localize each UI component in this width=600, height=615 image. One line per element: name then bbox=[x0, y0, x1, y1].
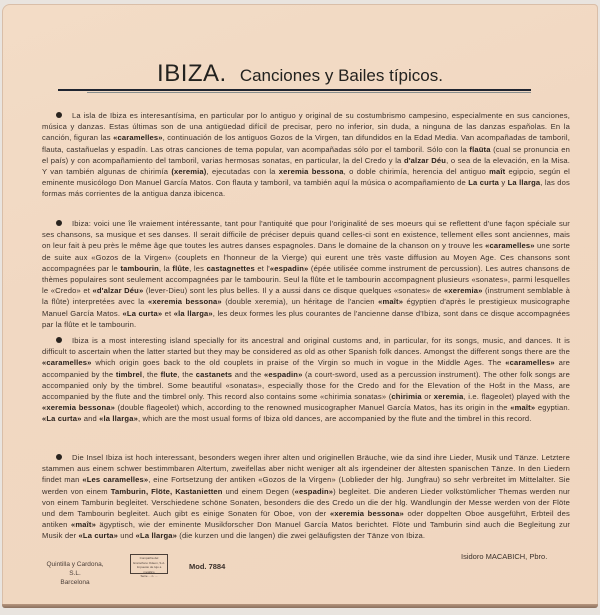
emphasis-term: tambourin bbox=[120, 263, 159, 273]
emphasis-term: «espadin» bbox=[263, 369, 303, 379]
emphasis-term: xeremia bessona bbox=[278, 167, 344, 177]
emphasis-term: «la llarga» bbox=[173, 308, 213, 318]
emphasis-term: «caramelles» bbox=[42, 358, 92, 368]
emphasis-term: «espadin» bbox=[294, 486, 334, 496]
publisher bbox=[40, 560, 110, 587]
page-title bbox=[2, 60, 598, 88]
bullet-icon bbox=[56, 112, 62, 118]
stamp-line: Gramófono Odeon, S.A. bbox=[132, 560, 166, 565]
emphasis-term: d'alzar Déu bbox=[403, 155, 447, 165]
emphasis-term: «La curta» bbox=[42, 414, 82, 424]
stamp-line: Compañía del bbox=[139, 556, 159, 560]
emphasis-term: «la llarga» bbox=[99, 414, 138, 424]
title-rule-thin bbox=[87, 92, 531, 93]
emphasis-term: timbrel bbox=[115, 369, 143, 379]
emphasis-term: «caramelles» bbox=[485, 241, 535, 251]
emphasis-term: chirimia bbox=[391, 392, 422, 402]
emphasis-term: «espadin» bbox=[269, 263, 309, 273]
emphasis-term: (xeremia) bbox=[171, 167, 207, 177]
tax-stamp bbox=[130, 554, 168, 578]
emphasis-term: «maît» bbox=[378, 297, 404, 307]
emphasis-term: «xeremia bessona» bbox=[147, 297, 222, 307]
emphasis-term: castanets bbox=[195, 369, 233, 379]
sleeve-bottom-edge bbox=[2, 604, 598, 608]
model-number: Mod. 7884 bbox=[189, 562, 226, 571]
emphasis-term: «La curta» bbox=[122, 308, 163, 318]
publisher-name: Quintilla y Cardona, S.L. bbox=[46, 561, 104, 577]
title-subtitle: Canciones y Bailes típicos. bbox=[239, 66, 443, 85]
paragraph-english: Ibiza is a most interesting island specially for its ancestral and original customs and, in particular, for its songs, music, and dances. It is difficult to ascertain when the latter started but they may be considered as old as other Spanish folk dances. Amongst the different songs there are the «caramelles» which origin goes back to the old couplets in praise of the Virgin so much in vogue in the Middle Ages. The «caramelles» are accompanied by the timbrel, the flute, the castanets and the «espadin» (a court-sword, used as a percussion instrument). The other folk songs are accompanied only by the timbrel. Some beautiful «sonatas», especially those for the Credo and for the Elevation of the Hoŝt in the Mass, are accompanied by the flute and the timbrel only. This record also contains some «chirimia sonatas» (chirimia or xeremia, i.e. flageolet) played with the «xeremia bessona» (double flageolet) which, according to the renowned musicographer Manuel García Matos, has its origin in the «maît» egyptian. «La curta» and «la llarga», which are the most usual forms of Ibiza old dances, are accompanied by the flute and the timbrel in this record. bbox=[42, 336, 571, 424]
emphasis-term: «maît» bbox=[70, 520, 96, 530]
emphasis-term: Tamburin, Flöte, Kastanietten bbox=[110, 486, 223, 496]
paragraph-french: Ibiza: voici une île vraiement intéressante, tant pour l'antiquité que pour l'originalité de ses moeurs qui se reflettent d'une façon spéciale sur ses chansons, sa musique et ses danses. Il serait difficile de préciser depuis quand celles-ci sont en existence, tellement elles sont anciennes, mais on leur fait à peu près le même âge que toutes les autres danses espagnoles. Dans le domaine de la chanson on y trouve les «caramelles» une sorte de suite aux «Gozos de la Virgen» (couplets en l'honneur de la Vierge) qui eurent une très vaste diffusion au Moyen Age. Ces chansons sont accompagnées par le tambourin, la flûte, les castagnettes et l'«espadin» (épée utilisée comme instrument de percussion). Les autres chansons de thèmes populaires sont seulement accompagnées par le tambourin. Seul la flûte et le tambourin accompagnent plusieurs «sonates», parmi lesquelles le «Credo» et «d'alzar Déu» (lever-Dieu) sont les plus belles. Il y a aussi dans ce disque quelques «sonates» de «xeremia» (instrument semblable à la flûte) interpretées avec la «xeremia bessona» (double xeremia), un héritage de l'ancien «maît» égyptien d'après le prestigieux musicographe Manuel García Matos. «La curta» et «la llarga», les deux formes les plus courantes de l'ancienne danse d'Ibiza, sont dans ce disque accompagnées par la flûte et le tambourin. bbox=[42, 219, 571, 329]
bullet-icon bbox=[56, 454, 62, 460]
emphasis-term: «La llarga» bbox=[135, 531, 177, 541]
emphasis-term: flaüta bbox=[469, 144, 491, 154]
paragraph-spanish: La isla de Ibiza es interesantísima, en particular por lo antiguo y original de su costumbrismo campesino, especialmente en sus canciones, música y danzas. Estas últimas son de una antigüedad difícil de precisar, pero no inferior, sin duda, a ninguna de las danzas españolas. En la canción, figuran las «caramelles», continuación de los antiguos Gozos de la Virgen, tan difundidos en la Edad Media. Van acompañadas de tamboril, flauta, castañuelas y espadín. Las otras canciones de tema popular, van acompañadas sólo por el tamboril. Sólo con la flaüta (cual se pronuncia en el país) y con acompañamiento del tamboril, varias hermosas sonatas, en particular, la del Credo y la d'alzar Déu, o sea de la elevación, en la Misa. Y van también algunas de chirimía (xeremia), ejecutadas con la xeremia bessona, o doble chirimía, herencia del antiguo maît egipcio, según el eminente musicólogo Don Manuel García Matos. Con flauta y tamboril, va también aquí la música o acompañamiento de La curta y La llarga, las dos formas más corrientes de la antigua danza ibicenca. bbox=[42, 111, 571, 199]
emphasis-term: castagnettes bbox=[206, 263, 255, 273]
emphasis-term: flûte bbox=[172, 263, 190, 273]
emphasis-term: «La curta» bbox=[78, 531, 119, 541]
emphasis-term: La curta bbox=[468, 178, 500, 188]
emphasis-term: «Les caramelles» bbox=[82, 475, 149, 485]
paragraph-german: Die Insel Ibiza ist hoch interessant, besonders wegen ihrer alten und originellen Bräuche, wie da sind ihre Lieder, Musik und Tänze. Letztere stammen aus einem schwer bestimmbaren Altertum, zweifellas aber nicht weniger alt als irgendeiner der ältesten spanischen Tänze. In den Liedern findet man «Les caramelles», eine Fortsetzung der antiken «Gozos de la Virgen» (Loblieder der hlg. Jungfrau) so sehr verbreitet im Mittelalter. Sie werden von einem Tamburin, Flöte, Kastanietten und einem Degen («espadin») begleitet. Die anderen Lieder volkstümlicher Themas werden nur von einem Tamburin begleitet. Verschiedene schöne Sonaten, besonders die des Credo un die der hlg. Wandlungin der Messe werden von der Flöte und dem Tambourin begleitet. Auch gibt es einige Sonaten für Oboe, von der «xeremia bessona» oder doppelten Oboe ausgeführt, Erbteil des antiken «maît» ägyptisch, wie der eminente Musikforscher Don Manuel García Matos berichtet. Flöte und Tamburin sind auch die Begleitung zur Musik der «La curta» und «La llarga» (die kurzen und die langen) die zwei geläufigsten der Tänze von Ibiza. bbox=[42, 453, 571, 541]
emphasis-term: «xeremia bessona» bbox=[329, 509, 404, 519]
emphasis-term: «maît» bbox=[510, 403, 536, 413]
author-signature: Isidoro MACABICH, Pbro. bbox=[461, 552, 548, 561]
emphasis-term: xeremia bbox=[433, 392, 464, 402]
title-rule-thick bbox=[58, 89, 531, 91]
emphasis-term: «d'alzar Déu» bbox=[92, 286, 144, 296]
emphasis-term: flute bbox=[160, 369, 178, 379]
emphasis-term: «xeremia bessona» bbox=[42, 403, 115, 413]
emphasis-term: La llarga bbox=[507, 178, 541, 188]
emphasis-term: maît bbox=[489, 167, 506, 177]
stamp-line: Serie ... n. ... bbox=[140, 574, 158, 578]
bullet-icon bbox=[56, 337, 62, 343]
emphasis-term: «xeremia» bbox=[444, 286, 483, 296]
emphasis-term: «caramelles» bbox=[505, 358, 555, 368]
emphasis-term: «caramelles» bbox=[113, 133, 163, 143]
publisher-city: Barcelona bbox=[60, 579, 90, 586]
bullet-icon bbox=[56, 220, 62, 226]
title-ibiza: IBIZA. bbox=[157, 60, 227, 87]
stamp-line: Impuesto de lujo a metálico bbox=[136, 565, 162, 574]
